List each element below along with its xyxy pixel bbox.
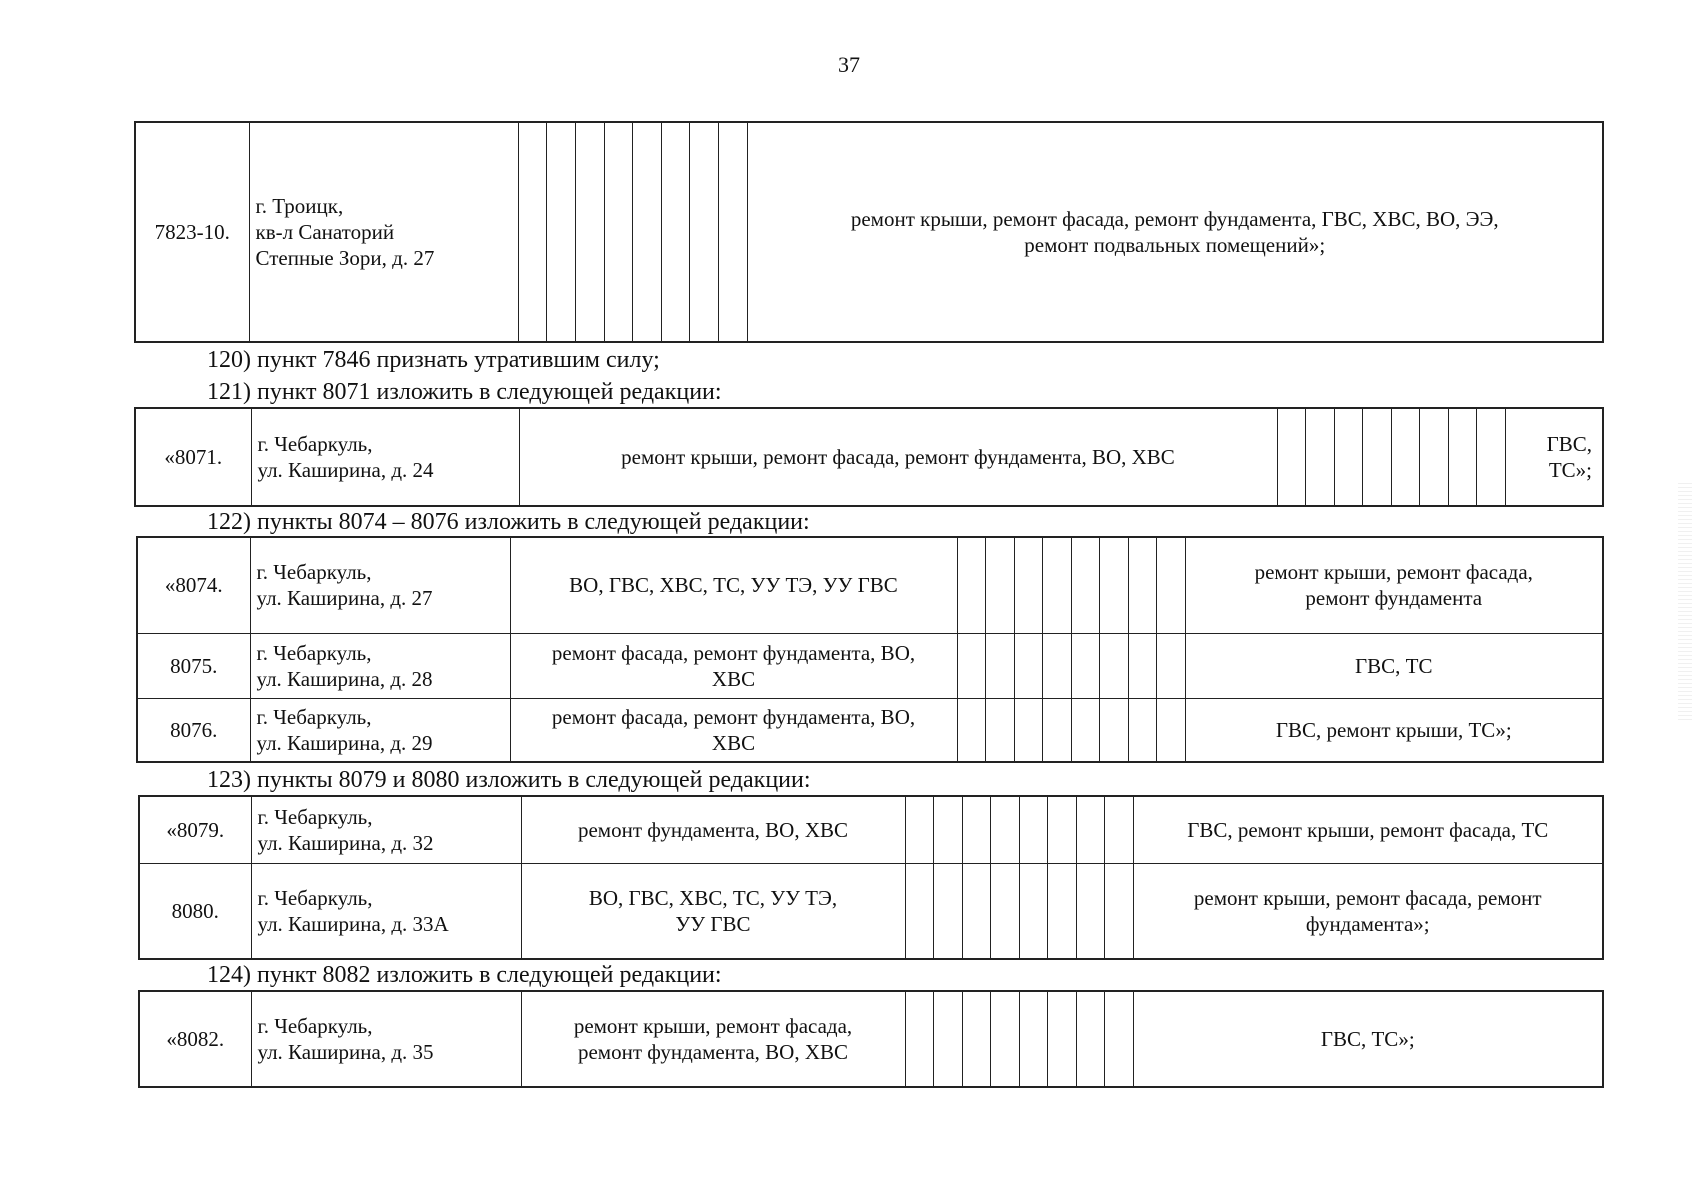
paragraph-124: 124) пункт 8082 изложить в следующей редакции: xyxy=(207,962,722,988)
works-cell xyxy=(521,991,905,1087)
works-line: ВО, ГВС, ХВС, ТС, УУ ТЭ, xyxy=(588,885,838,910)
works-line: ремонт крыши, ремонт фасада, xyxy=(573,1014,853,1038)
works-cell xyxy=(510,537,957,633)
works-line: ремонт крыши, ремонт фасада, xyxy=(1254,560,1533,585)
item-number: 7823-10. xyxy=(135,122,249,342)
address-cell xyxy=(250,537,510,633)
address-line: г. Чебаркуль, xyxy=(257,804,373,829)
table-row xyxy=(137,537,1603,633)
address-line: ул. Каширина, д. 33А xyxy=(257,911,449,936)
item-number: «8074. xyxy=(137,537,250,633)
works-line: ХВС xyxy=(711,666,756,691)
works-cell xyxy=(1133,863,1603,959)
blank-cell xyxy=(1104,796,1133,863)
works-line: ГВС, ТС xyxy=(1355,653,1433,678)
paragraph-123: 123) пункты 8079 и 8080 изложить в следующей редакции: xyxy=(207,767,811,793)
paragraph-122: 122) пункты 8074 – 8076 изложить в следующей редакции: xyxy=(207,509,810,535)
works-line: УУ ГВС xyxy=(675,911,751,936)
blank-cell xyxy=(1277,408,1305,506)
item-number: «8079. xyxy=(139,796,251,863)
blank-cell xyxy=(1042,633,1071,698)
blank-cell xyxy=(1047,863,1076,959)
table-row xyxy=(137,698,1603,762)
address-line: ул. Каширина, д. 28 xyxy=(256,666,433,691)
blank-cell xyxy=(1104,863,1133,959)
address-line: ул. Каширина, д. 29 xyxy=(256,730,433,755)
blank-cell xyxy=(985,537,1014,633)
works-cell xyxy=(521,863,905,959)
item-number: 8075. xyxy=(137,633,250,698)
blank-cell xyxy=(1099,633,1128,698)
works-cell xyxy=(1133,796,1603,863)
works-line: ремонт фундамента, ВО, ХВС xyxy=(577,817,849,842)
blank-cell xyxy=(905,796,933,863)
address-line: г. Чебаркуль, xyxy=(257,1014,373,1038)
works-cell xyxy=(1185,698,1603,762)
address-cell xyxy=(251,408,519,506)
works-line: ремонт крыши, ремонт фасада, ремонт фундамента, ВО, ХВС xyxy=(621,445,1175,469)
address-cell xyxy=(250,698,510,762)
works-line: ремонт крыши, ремонт фасада, ремонт фундамента, ГВС, ХВС, ВО, ЭЭ, xyxy=(850,207,1499,231)
address-cell xyxy=(251,991,521,1087)
address-line: г. Чебаркуль, xyxy=(257,885,373,910)
address-line: г. Чебаркуль, xyxy=(257,432,373,456)
address-line: г. Чебаркуль, xyxy=(256,640,372,665)
address-cell xyxy=(251,863,521,959)
address-line: ул. Каширина, д. 27 xyxy=(256,586,433,611)
address-line: Степные Зори, д. 27 xyxy=(255,246,435,270)
item-number: «8082. xyxy=(139,991,251,1087)
address-cell xyxy=(250,633,510,698)
item-number: «8071. xyxy=(135,408,251,506)
works-cell xyxy=(521,796,905,863)
blank-cell xyxy=(962,796,990,863)
blank-cell xyxy=(1071,537,1099,633)
address-line: г. Чебаркуль, xyxy=(256,560,372,585)
blank-cell xyxy=(1042,698,1071,762)
blank-cell xyxy=(604,122,632,342)
blank-cell xyxy=(1014,537,1042,633)
table-row xyxy=(139,863,1603,959)
blank-cell xyxy=(1099,537,1128,633)
blank-cell xyxy=(1047,991,1076,1087)
blank-cell xyxy=(985,698,1014,762)
blank-cell xyxy=(1128,698,1156,762)
works-cell xyxy=(1185,537,1603,633)
blank-cell xyxy=(1156,633,1185,698)
blank-cell xyxy=(1448,408,1476,506)
blank-cell xyxy=(1419,408,1448,506)
blank-cell xyxy=(905,991,933,1087)
blank-cell xyxy=(990,991,1019,1087)
table-8082 xyxy=(138,990,1604,1088)
blank-cell xyxy=(1019,863,1047,959)
blank-cell xyxy=(990,796,1019,863)
address-cell xyxy=(251,796,521,863)
works-line: ГВС, ремонт крыши, ремонт фасада, ТС xyxy=(1187,817,1549,842)
address-line: ул. Каширина, д. 24 xyxy=(257,458,434,482)
blank-cell xyxy=(905,863,933,959)
blank-cell xyxy=(1476,408,1505,506)
blank-cell xyxy=(1014,698,1042,762)
blank-cell xyxy=(718,122,747,342)
blank-cell xyxy=(546,122,575,342)
works-cell xyxy=(519,408,1277,506)
table-7823 xyxy=(134,121,1604,343)
table-8079-8080 xyxy=(138,795,1604,960)
blank-cell xyxy=(1362,408,1391,506)
blank-cell xyxy=(990,863,1019,959)
blank-cell xyxy=(962,863,990,959)
works-cell xyxy=(1133,991,1603,1087)
blank-cell xyxy=(1071,698,1099,762)
address-line: кв-л Санаторий xyxy=(255,220,395,244)
works-line: ремонт фасада, ремонт фундамента, ВО, xyxy=(551,640,916,665)
scan-edge-artifact xyxy=(1678,480,1692,720)
works-line: ремонт фундамента, ВО, ХВС xyxy=(577,1040,849,1064)
item-number: 8076. xyxy=(137,698,250,762)
blank-cell xyxy=(933,991,962,1087)
works-line: ремонт фасада, ремонт фундамента, ВО, xyxy=(551,704,916,729)
works-line: ремонт фундамента xyxy=(1305,586,1483,611)
address-cell xyxy=(249,122,518,342)
address-line: ул. Каширина, д. 35 xyxy=(257,1040,434,1064)
blank-cell xyxy=(1019,796,1047,863)
blank-cell xyxy=(1104,991,1133,1087)
blank-cell xyxy=(661,122,689,342)
table-row xyxy=(139,796,1603,863)
blank-cell xyxy=(689,122,718,342)
address-line: ул. Каширина, д. 32 xyxy=(257,830,434,855)
blank-cell xyxy=(632,122,661,342)
blank-cell xyxy=(518,122,546,342)
table-8074-8076 xyxy=(136,536,1604,763)
blank-cell xyxy=(957,537,985,633)
blank-cell xyxy=(957,633,985,698)
blank-cell xyxy=(1076,991,1104,1087)
table-row xyxy=(135,408,1603,506)
works-line: ГВС, ремонт крыши, ТС»; xyxy=(1275,717,1512,742)
blank-cell xyxy=(1019,991,1047,1087)
table-row xyxy=(137,633,1603,698)
works-line: ХВС xyxy=(711,730,756,755)
blank-cell xyxy=(1076,796,1104,863)
table-row xyxy=(139,991,1603,1087)
blank-cell xyxy=(1047,796,1076,863)
works-cell xyxy=(510,633,957,698)
works-line: ремонт крыши, ремонт фасада, ремонт xyxy=(1193,885,1542,910)
blank-cell xyxy=(1042,537,1071,633)
blank-cell xyxy=(1076,863,1104,959)
blank-cell xyxy=(1334,408,1362,506)
blank-cell xyxy=(1305,408,1334,506)
works-line: фундамента»; xyxy=(1305,911,1430,936)
table-8071 xyxy=(134,407,1604,507)
blank-cell xyxy=(962,991,990,1087)
works-cell xyxy=(1185,633,1603,698)
blank-cell xyxy=(933,863,962,959)
blank-cell xyxy=(957,698,985,762)
blank-cell xyxy=(1128,633,1156,698)
works-line: ГВС, xyxy=(1546,432,1592,456)
works-line: ВО, ГВС, ХВС, ТС, УУ ТЭ, УУ ГВС xyxy=(569,573,898,598)
page-number: 37 xyxy=(838,52,860,77)
blank-cell xyxy=(575,122,604,342)
paragraph-120: 120) пункт 7846 признать утратившим силу; xyxy=(207,347,660,373)
blank-cell xyxy=(1391,408,1419,506)
works-line: ГВС, ТС»; xyxy=(1320,1027,1415,1051)
blank-cell xyxy=(1156,698,1185,762)
blank-cell xyxy=(1156,537,1185,633)
paragraph-121: 121) пункт 8071 изложить в следующей редакции: xyxy=(207,379,722,405)
table-row xyxy=(135,122,1603,342)
blank-cell xyxy=(985,633,1014,698)
works-line: ТС»; xyxy=(1548,458,1592,482)
blank-cell xyxy=(1128,537,1156,633)
works-line: ремонт подвальных помещений»; xyxy=(1024,233,1326,257)
address-line: г. Троицк, xyxy=(255,194,344,218)
blank-cell xyxy=(1071,633,1099,698)
works-cell xyxy=(747,122,1603,342)
address-line: г. Чебаркуль, xyxy=(256,704,372,729)
blank-cell xyxy=(1099,698,1128,762)
works-cell xyxy=(510,698,957,762)
item-number: 8080. xyxy=(139,863,251,959)
blank-cell xyxy=(1014,633,1042,698)
blank-cell xyxy=(933,796,962,863)
works-cell xyxy=(1505,408,1603,506)
